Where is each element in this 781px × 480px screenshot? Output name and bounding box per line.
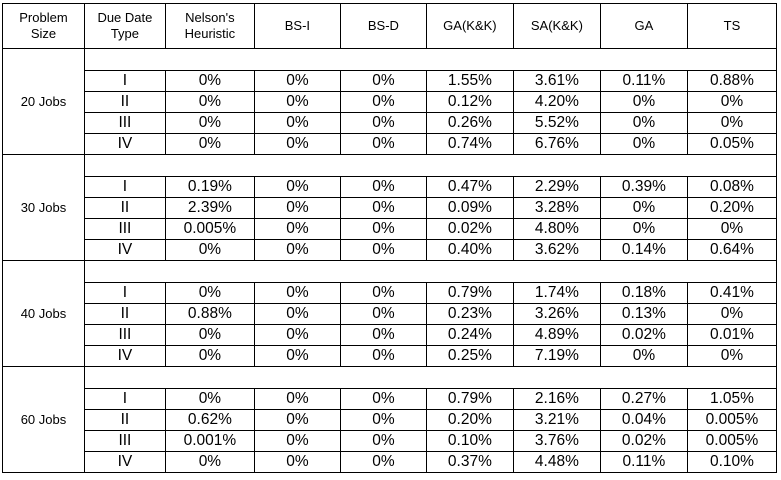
due-date-type-cell: III: [84, 113, 165, 134]
due-date-type-cell: III: [84, 219, 165, 240]
spacer-cell: [84, 261, 776, 283]
value-cell: 0%: [165, 283, 254, 304]
problem-size-cell: 60 Jobs: [3, 367, 85, 473]
value-cell: 0%: [254, 304, 340, 325]
value-cell: 0.79%: [426, 283, 513, 304]
value-cell: 3.26%: [513, 304, 600, 325]
value-cell: 0%: [254, 198, 340, 219]
group-spacer-row: [3, 261, 777, 283]
value-cell: 0.40%: [426, 240, 513, 261]
value-cell: 0.005%: [165, 219, 254, 240]
table-body: [3, 49, 777, 473]
table-row: [3, 198, 777, 219]
value-cell: 0.005%: [687, 431, 776, 452]
value-cell: 0%: [600, 219, 687, 240]
value-cell: 0%: [600, 134, 687, 155]
value-cell: 0%: [254, 431, 340, 452]
value-cell: 0%: [340, 346, 426, 367]
table-row: [3, 113, 777, 134]
due-date-type-cell: IV: [84, 346, 165, 367]
header-row: [3, 4, 777, 49]
value-cell: 0%: [254, 219, 340, 240]
value-cell: 0%: [600, 346, 687, 367]
due-date-type-cell: III: [84, 431, 165, 452]
column-header-line1: BS-I: [284, 18, 311, 33]
value-cell: 0.05%: [687, 134, 776, 155]
value-cell: 0.64%: [687, 240, 776, 261]
value-cell: 0.13%: [600, 304, 687, 325]
value-cell: 0%: [687, 113, 776, 134]
value-cell: 0%: [687, 346, 776, 367]
value-cell: 0%: [254, 71, 340, 92]
problem-size-cell: 20 Jobs: [3, 49, 85, 155]
value-cell: 0.19%: [165, 177, 254, 198]
value-cell: 0%: [254, 410, 340, 431]
value-cell: 0%: [340, 92, 426, 113]
value-cell: 0.20%: [687, 198, 776, 219]
column-header: [600, 4, 687, 49]
column-header-line1: Nelson's: [185, 10, 235, 25]
value-cell: 0%: [254, 177, 340, 198]
column-header-line1: TS: [723, 18, 741, 33]
problem-size-cell: 40 Jobs: [3, 261, 85, 367]
value-cell: 1.55%: [426, 71, 513, 92]
column-header-line1: GA: [634, 18, 654, 33]
value-cell: 5.52%: [513, 113, 600, 134]
value-cell: 7.19%: [513, 346, 600, 367]
value-cell: 0.62%: [165, 410, 254, 431]
column-header: [687, 4, 776, 49]
value-cell: 0.12%: [426, 92, 513, 113]
value-cell: 0.26%: [426, 113, 513, 134]
value-cell: 0.001%: [165, 431, 254, 452]
value-cell: 0.20%: [426, 410, 513, 431]
value-cell: 0%: [687, 219, 776, 240]
column-header-line2: Heuristic: [184, 26, 236, 41]
table-row: [3, 304, 777, 325]
results-table: [2, 3, 777, 473]
column-header: [513, 4, 600, 49]
value-cell: 0%: [340, 304, 426, 325]
value-cell: 0%: [687, 92, 776, 113]
group-spacer-row: [3, 367, 777, 389]
group-spacer-row: [3, 49, 777, 71]
table-row: [3, 389, 777, 410]
table-row: [3, 219, 777, 240]
value-cell: 0%: [254, 452, 340, 473]
value-cell: 0%: [254, 240, 340, 261]
table-row: [3, 283, 777, 304]
value-cell: 0%: [340, 283, 426, 304]
spacer-cell: [84, 49, 776, 71]
value-cell: 0.14%: [600, 240, 687, 261]
value-cell: 3.61%: [513, 71, 600, 92]
value-cell: 0%: [340, 198, 426, 219]
value-cell: 0%: [254, 134, 340, 155]
due-date-type-cell: II: [84, 410, 165, 431]
value-cell: 3.76%: [513, 431, 600, 452]
value-cell: 0.25%: [426, 346, 513, 367]
value-cell: 0.11%: [600, 452, 687, 473]
value-cell: 0.18%: [600, 283, 687, 304]
value-cell: 0%: [254, 92, 340, 113]
value-cell: 0%: [165, 240, 254, 261]
value-cell: 0%: [340, 219, 426, 240]
value-cell: 0%: [165, 346, 254, 367]
value-cell: 0.02%: [600, 325, 687, 346]
column-header-line2: Type: [110, 26, 139, 41]
value-cell: 0%: [340, 240, 426, 261]
value-cell: 0%: [165, 71, 254, 92]
value-cell: 0%: [165, 452, 254, 473]
value-cell: 2.16%: [513, 389, 600, 410]
value-cell: 0%: [254, 325, 340, 346]
value-cell: 4.48%: [513, 452, 600, 473]
due-date-type-cell: I: [84, 71, 165, 92]
group-spacer-row: [3, 155, 777, 177]
value-cell: 0%: [687, 304, 776, 325]
value-cell: 0%: [254, 113, 340, 134]
column-header-line1: Due Date: [97, 10, 153, 25]
value-cell: 1.74%: [513, 283, 600, 304]
value-cell: 0.08%: [687, 177, 776, 198]
value-cell: 0.10%: [426, 431, 513, 452]
table-row: [3, 92, 777, 113]
due-date-type-cell: I: [84, 177, 165, 198]
due-date-type-cell: I: [84, 283, 165, 304]
due-date-type-cell: II: [84, 198, 165, 219]
value-cell: 2.39%: [165, 198, 254, 219]
value-cell: 6.76%: [513, 134, 600, 155]
column-header-line1: Problem: [19, 10, 68, 25]
value-cell: 2.29%: [513, 177, 600, 198]
problem-size-cell: 30 Jobs: [3, 155, 85, 261]
value-cell: 4.20%: [513, 92, 600, 113]
value-cell: 0.10%: [687, 452, 776, 473]
value-cell: 0.09%: [426, 198, 513, 219]
column-header-line2: Size: [30, 26, 57, 41]
due-date-type-cell: IV: [84, 134, 165, 155]
value-cell: 0%: [340, 325, 426, 346]
table-row: [3, 134, 777, 155]
column-header: [3, 4, 85, 49]
value-cell: 0.24%: [426, 325, 513, 346]
value-cell: 0.39%: [600, 177, 687, 198]
value-cell: 0%: [600, 92, 687, 113]
value-cell: 3.28%: [513, 198, 600, 219]
value-cell: 0%: [340, 71, 426, 92]
value-cell: 0.47%: [426, 177, 513, 198]
table-row: [3, 452, 777, 473]
due-date-type-cell: II: [84, 304, 165, 325]
table-row: [3, 240, 777, 261]
value-cell: 0.01%: [687, 325, 776, 346]
column-header-line1: GA(K&K): [443, 18, 497, 33]
value-cell: 4.89%: [513, 325, 600, 346]
value-cell: 1.05%: [687, 389, 776, 410]
due-date-type-cell: IV: [84, 240, 165, 261]
value-cell: 3.21%: [513, 410, 600, 431]
value-cell: 4.80%: [513, 219, 600, 240]
due-date-type-cell: IV: [84, 452, 165, 473]
value-cell: 0.79%: [426, 389, 513, 410]
value-cell: 0%: [165, 113, 254, 134]
value-cell: 0.23%: [426, 304, 513, 325]
value-cell: 0%: [254, 283, 340, 304]
value-cell: 0%: [340, 389, 426, 410]
value-cell: 0.88%: [165, 304, 254, 325]
value-cell: 0.04%: [600, 410, 687, 431]
value-cell: 0.74%: [426, 134, 513, 155]
table-row: [3, 325, 777, 346]
table-row: [3, 431, 777, 452]
value-cell: 0.02%: [600, 431, 687, 452]
column-header: [426, 4, 513, 49]
value-cell: 0.41%: [687, 283, 776, 304]
column-header: [340, 4, 426, 49]
column-header: [165, 4, 254, 49]
spacer-cell: [84, 155, 776, 177]
value-cell: 0%: [340, 452, 426, 473]
column-header: [84, 4, 165, 49]
spacer-cell: [84, 367, 776, 389]
due-date-type-cell: I: [84, 389, 165, 410]
value-cell: 0%: [340, 113, 426, 134]
value-cell: 0%: [254, 346, 340, 367]
value-cell: 0.005%: [687, 410, 776, 431]
due-date-type-cell: II: [84, 92, 165, 113]
value-cell: 0%: [600, 198, 687, 219]
value-cell: 0.02%: [426, 219, 513, 240]
value-cell: 0%: [165, 325, 254, 346]
value-cell: 0.11%: [600, 71, 687, 92]
value-cell: 0%: [254, 389, 340, 410]
column-header: [254, 4, 340, 49]
table-row: [3, 71, 777, 92]
due-date-type-cell: III: [84, 325, 165, 346]
value-cell: 0.37%: [426, 452, 513, 473]
value-cell: 3.62%: [513, 240, 600, 261]
value-cell: 0%: [165, 389, 254, 410]
value-cell: 0%: [340, 431, 426, 452]
value-cell: 0%: [340, 410, 426, 431]
value-cell: 0.88%: [687, 71, 776, 92]
value-cell: 0.27%: [600, 389, 687, 410]
value-cell: 0%: [600, 113, 687, 134]
value-cell: 0%: [340, 134, 426, 155]
value-cell: 0%: [165, 134, 254, 155]
column-header-line1: SA(K&K): [530, 18, 583, 33]
table-row: [3, 346, 777, 367]
table-row: [3, 177, 777, 198]
column-header-line1: BS-D: [367, 18, 399, 33]
table-row: [3, 410, 777, 431]
value-cell: 0%: [165, 92, 254, 113]
value-cell: 0%: [340, 177, 426, 198]
